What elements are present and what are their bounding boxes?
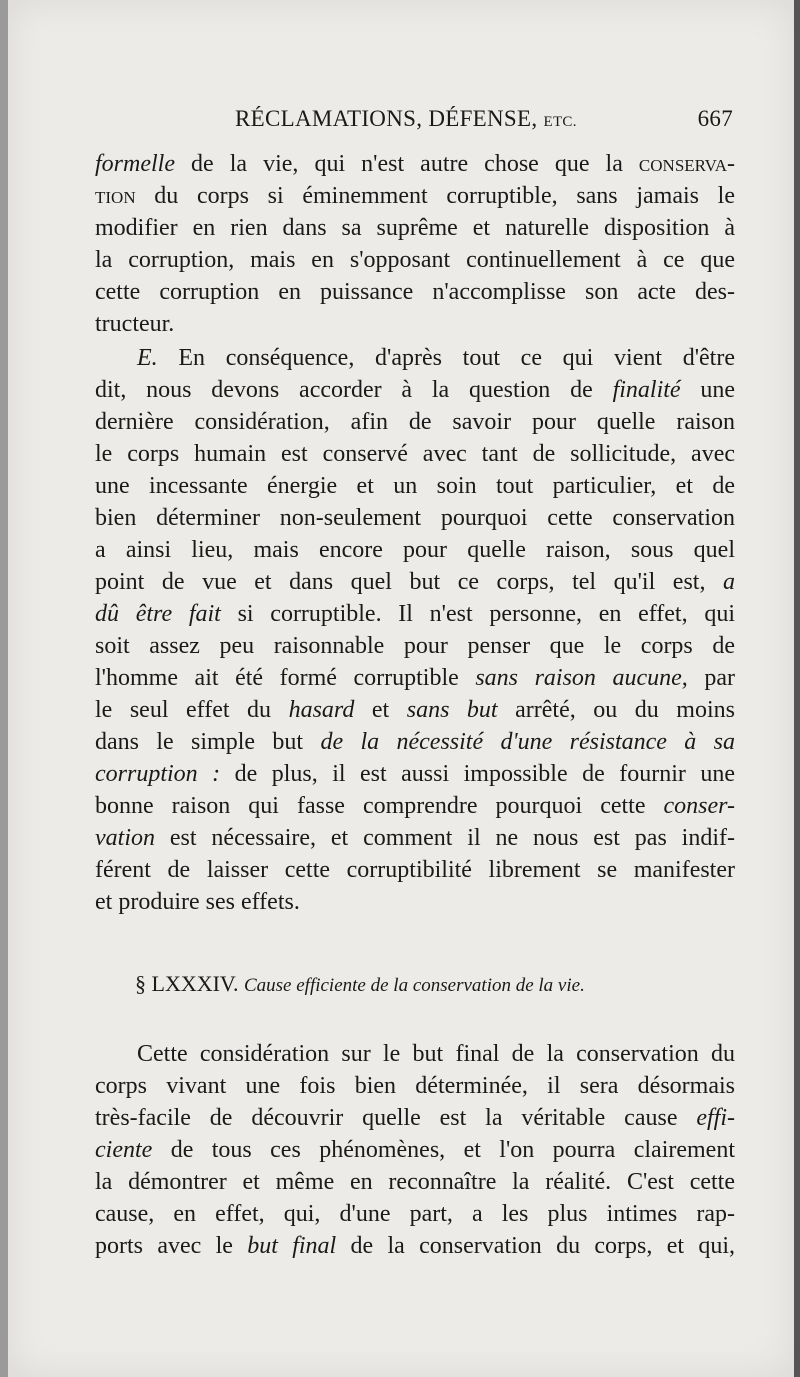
line-text: très-facile de découvrir quelle est la véritable cause — [95, 1105, 697, 1131]
line-text: dans le simple but — [95, 729, 321, 755]
text-line: le corps humain est conservé avec tant de sollicitude, avec — [95, 441, 735, 467]
section-title: Cause efficiente de la conservation de la vie. — [243, 975, 585, 996]
line-text: par — [687, 665, 735, 691]
text-line: bien déterminer non-seulement pourquoi cette conservation — [95, 505, 735, 531]
line-text: et — [354, 697, 407, 723]
page-number: 667 — [697, 106, 733, 131]
text-line: cette corruption en puissance n'accomplisse son acte des- — [95, 279, 735, 305]
line-text: de tous ces phénomènes, et l'on pourra clairement — [152, 1137, 735, 1163]
italic-text: vation — [95, 825, 155, 851]
line-text: une — [680, 377, 736, 403]
line-text: de la vie, qui n'est autre chose que la — [174, 151, 639, 177]
italic-text: effi- — [696, 1105, 735, 1131]
text-line: Cette considération sur le but final de la conservation du — [137, 1041, 735, 1067]
text-line: corps vivant une fois bien déterminée, il sera désormais — [95, 1073, 735, 1099]
text-line — [95, 662, 735, 694]
text-line: la corruption, mais en s'opposant continuellement à ce que — [95, 247, 735, 273]
italic-text: finalité — [612, 377, 681, 403]
line-text: l'homme ait été formé corruptible — [95, 665, 476, 691]
section-heading — [135, 968, 735, 1002]
section-number: § LXXXIV. — [135, 971, 239, 996]
text-line: a ainsi lieu, mais encore pour quelle raison, sous quel — [95, 537, 735, 563]
italic-text: but final — [247, 1233, 337, 1259]
italic-text: dû être fait — [95, 601, 221, 627]
line-text: du corps si éminemment corruptible, sans jamais le — [135, 183, 735, 209]
small-caps-text: tion — [95, 183, 136, 209]
italic-text: hasard — [288, 697, 355, 723]
italic-text: sans raison aucune, — [475, 665, 688, 691]
text-line — [95, 790, 735, 822]
italic-text: de la nécessité d'une résistance à sa — [320, 729, 735, 755]
text-line — [95, 566, 735, 598]
text-line: dernière considération, afin de savoir pour quelle raison — [95, 409, 735, 435]
text-line — [95, 1134, 735, 1166]
text-line — [95, 1102, 735, 1134]
text-line: cause, en effet, qui, d'une part, a les plus intimes rap- — [95, 1201, 735, 1227]
text-line — [95, 726, 735, 758]
italic-text: formelle — [95, 151, 175, 177]
line-text: En conséquence, d'après tout ce qui vient d'être — [157, 345, 735, 371]
line-text: bonne raison qui fasse comprendre pourquoi cette — [95, 793, 664, 819]
text-line — [95, 822, 735, 854]
book-page — [8, 0, 794, 1377]
line-text: de plus, il est aussi impossible de fournir une — [220, 761, 735, 787]
line-text: de la conservation du corps, et qui, — [336, 1233, 736, 1259]
line-text: le seul effet du — [95, 697, 289, 723]
italic-text: a — [723, 569, 735, 595]
line-text: si corruptible. Il n'est personne, en effet, qui — [220, 601, 735, 627]
text-line — [95, 148, 735, 180]
text-line: et produire ses effets. — [95, 889, 300, 915]
text-line: tructeur. — [95, 311, 175, 337]
text-line: la démontrer et même en reconnaître la réalité. C'est cette — [95, 1169, 735, 1195]
text-line: modifier en rien dans sa suprême et naturelle disposition à — [95, 215, 735, 241]
text-line — [95, 342, 735, 374]
italic-text: ciente — [95, 1137, 153, 1163]
line-text: ports avec le — [95, 1233, 248, 1259]
italic-text: corruption : — [95, 761, 221, 787]
text-line — [95, 180, 735, 212]
text-line: soit assez peu raisonnable pour penser que le corps de — [95, 633, 735, 659]
line-text: dit, nous devons accorder à la question de — [95, 377, 613, 403]
text-line — [95, 758, 735, 790]
text-line: férent de laisser cette corruptibilité librement se manifester — [95, 857, 735, 883]
text-line — [95, 598, 735, 630]
page-header — [95, 106, 735, 142]
italic-text: E. — [137, 345, 158, 371]
line-text: est nécessaire, et comment il ne nous est pas indif- — [155, 825, 735, 851]
text-line — [95, 1230, 735, 1262]
running-title-text: RÉCLAMATIONS, DÉFENSE, — [235, 106, 538, 131]
text-line — [95, 374, 735, 406]
page-edge-shadow — [794, 0, 800, 1377]
running-title — [235, 106, 577, 132]
running-title-etc: ETC. — [543, 114, 577, 130]
small-caps-text: conserva- — [638, 151, 735, 177]
line-text: point de vue et dans quel but ce corps, tel qu'il est, — [95, 569, 723, 595]
italic-text: conser- — [663, 793, 735, 819]
text-line — [95, 694, 735, 726]
text-line: une incessante énergie et un soin tout particulier, et de — [95, 473, 735, 499]
italic-text: sans but — [406, 697, 498, 723]
line-text: arrêté, ou du moins — [497, 697, 735, 723]
